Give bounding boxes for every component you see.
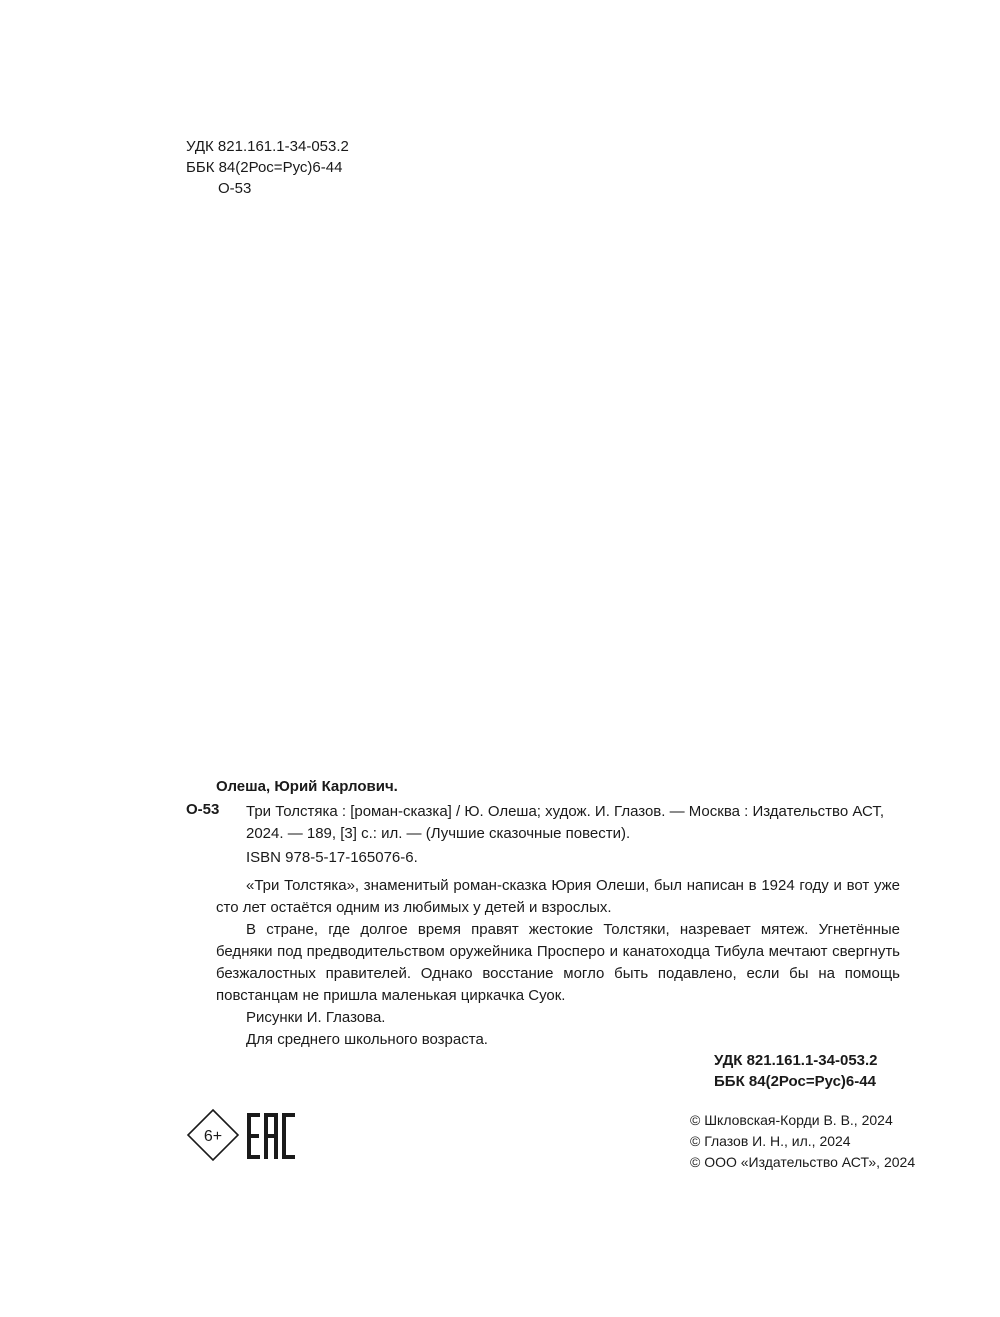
udk-code: УДК 821.161.1-34-053.2 xyxy=(186,138,349,155)
annotation-paragraph: В стране, где долгое время правят жестокие Толстяки, назревает мятеж. Угнетённые бедняки под предводительством оружейника Просперо и канатоходца Тибула мечтают свергнуть безжалостных правителей. Однако восстание могло быть подавлено, если бы на помощь повстанцам не пришла маленькая циркачка Суок. xyxy=(216,921,900,1004)
bibliographic-description xyxy=(246,801,900,845)
catalog-author-mark: О-53 xyxy=(186,801,220,818)
udk-code-bold: УДК 821.161.1-34-053.2 xyxy=(714,1052,878,1069)
biblio-line-2: 2024. — 189, [3] с.: ил. — (Лучшие сказочные повести). xyxy=(246,825,631,842)
age-rating-text: 6+ xyxy=(203,1128,223,1145)
age-rating-badge-icon xyxy=(186,1108,240,1162)
eac-conformity-icon xyxy=(246,1111,296,1161)
bbk-code: ББК 84(2Рос=Рус)6-44 xyxy=(186,159,343,176)
isbn: ISBN 978-5-17-165076-6. xyxy=(246,849,418,866)
author-mark: О-53 xyxy=(218,180,252,197)
copyright-line: © Глазов И. Н., ил., 2024 xyxy=(690,1133,851,1149)
bottom-classification-codes xyxy=(714,1050,878,1092)
author-name: Олеша, Юрий Карлович. xyxy=(216,778,398,795)
top-classification-codes xyxy=(186,136,349,199)
age-note: Для среднего школьного возраста. xyxy=(246,1031,488,1048)
copyright-line: © ООО «Издательство АСТ», 2024 xyxy=(690,1154,916,1170)
copyright-block xyxy=(690,1110,915,1173)
annotation xyxy=(216,875,900,1051)
biblio-line-1: Три Толстяка : [роман-сказка] / Ю. Олеша; худож. И. Глазов. — Москва : Издательство АСТ, xyxy=(246,803,885,820)
bbk-code-bold: ББК 84(2Рос=Рус)6-44 xyxy=(714,1073,876,1090)
annotation-paragraph: «Три Толстяка», знаменитый роман-сказка Юрия Олеши, был написан в 1924 году и вот уже сто лет остаётся одним из любимых у детей и взрослых. xyxy=(216,877,900,916)
illustrator-note: Рисунки И. Глазова. xyxy=(246,1009,386,1026)
copyright-line: © Шкловская-Корди В. В., 2024 xyxy=(690,1112,893,1128)
